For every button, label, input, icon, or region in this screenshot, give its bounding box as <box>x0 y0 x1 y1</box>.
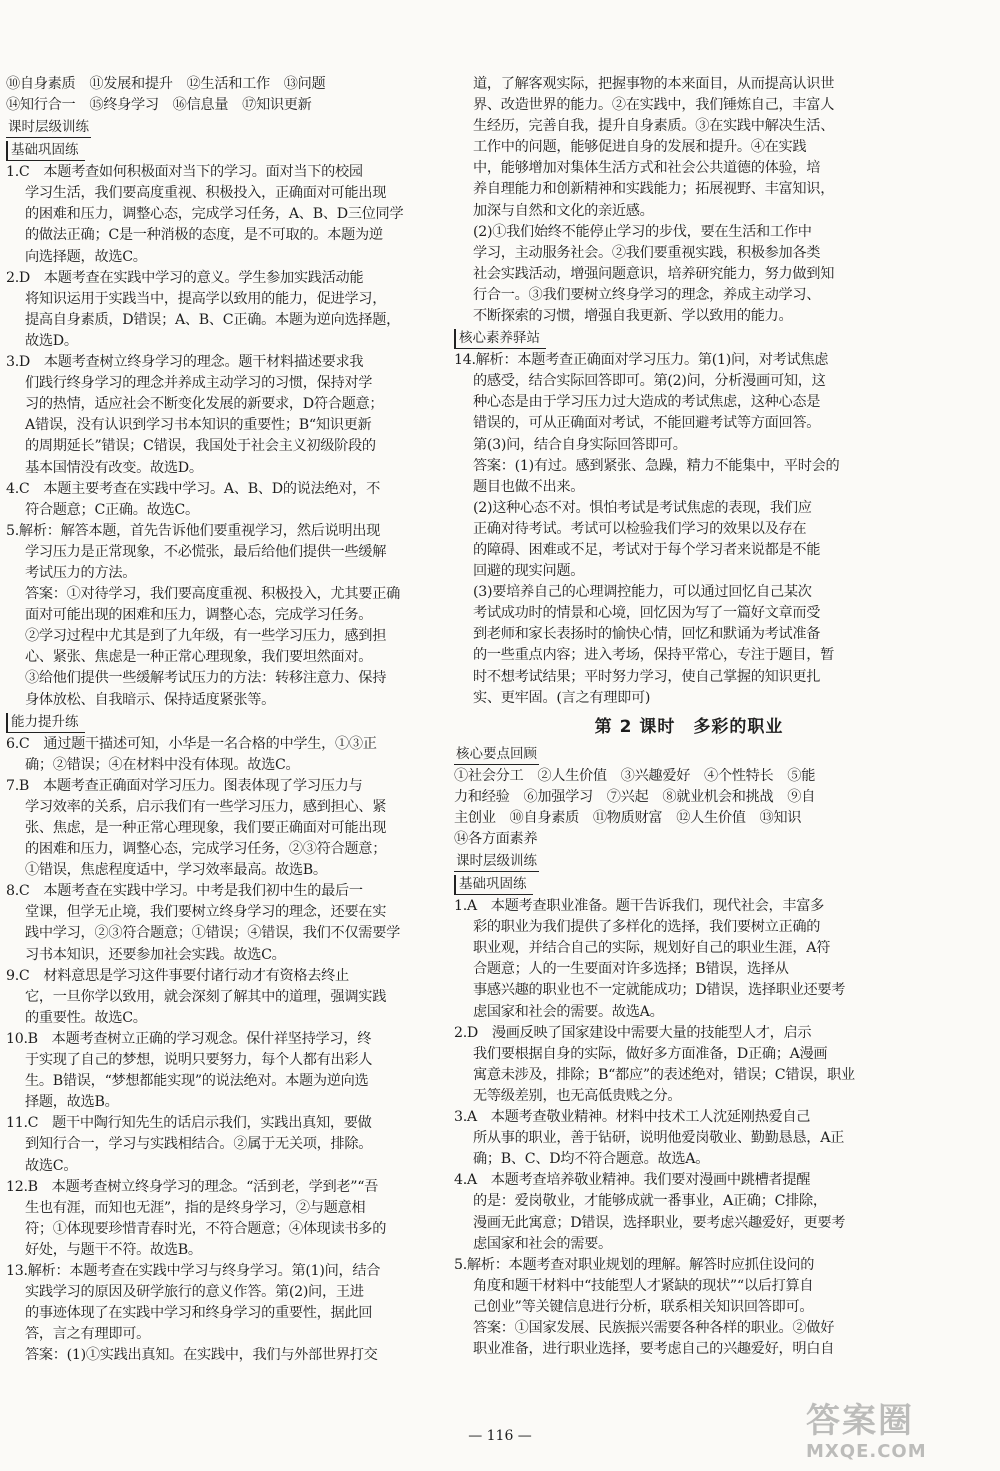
text-line: 职业观，并结合自己的实际，规划好自己的职业生涯，A符 <box>473 940 831 957</box>
text-line: 道，了解客观实际，把握事物的本来面目，从而提高认识世 <box>473 76 835 92</box>
text-line: 身体放松、自我暗示、保持适度紧张等。 <box>25 691 275 708</box>
text-line: 界、改造世界的能力。②在实践中，我们锤炼自己，丰富人 <box>473 97 835 114</box>
text-line: 答，言之有理即可。 <box>25 1326 150 1343</box>
text-line: 堂课，但学无止境，我们要树立终身学习的理念，还要在实 <box>25 904 387 921</box>
text-line: 的周期延长”错误；C错误，我国处于社会主义初级阶段的 <box>25 438 376 455</box>
text-line: 实、更牢固。(言之有理即可) <box>473 689 651 706</box>
text-line: A错误，没有认识到学习书本知识的重要性；B“知识更新 <box>25 417 372 434</box>
text-line: 的感受，结合实际回答即可。第(2)问，分析漫画可知，这 <box>473 373 826 390</box>
text-line: 主创业 ⑩自身素质 ⑪物质财富 ⑫人生价值 ⑬知识 <box>454 809 802 826</box>
text-line: 习书本知识，还要参加社会实践。故选C。 <box>25 946 286 963</box>
text-line: 错误的，可从正确面对考试，不能回避考试等方面回答。 <box>473 415 821 432</box>
section-heading: 课时层级训练 <box>6 118 91 138</box>
text-line: 正确对待考试。考试可以检验我们学习的效果以及存在 <box>473 520 807 537</box>
text-line: 养自理能力和创新精神和实践能力；拓展视野、丰富知识， <box>473 181 835 198</box>
right_column-section-header-row <box>454 327 924 350</box>
text-line: 向选择题，故选C。 <box>25 248 147 265</box>
text-line: 4.C 本题主要考查在实践中学习。A、B、D的说法绝对，不 <box>6 480 381 497</box>
subsection-heading: 核心素养驿站 <box>454 329 546 349</box>
text-line: 社会实践活动，增强问题意识，培养研究能力，努力做到知 <box>473 265 835 282</box>
text-line: 择题，故选B。 <box>25 1094 119 1111</box>
text-line: 所从事的职业，善于钻研，说明他爱岗敬业、勤勤恳恳，A正 <box>473 1130 845 1147</box>
text-line: ⑭知行合一 ⑮终身学习 ⑯信息量 ⑰知识更新 <box>6 97 312 114</box>
text-line: 事感兴趣的职业也不一定就能成功；D错误，选择职业还要考 <box>473 982 846 999</box>
text-line: 的是：爱岗敬业，才能够成就一番事业，A正确；C排除， <box>473 1193 827 1210</box>
text-line: 13.解析：本题考查在实践中学习与终身学习。第(1)问，结合 <box>6 1262 381 1279</box>
text-line: (2)这种心态不对。惧怕考试是考试焦虑的表现，我们应 <box>473 499 812 516</box>
left-column <box>6 74 464 1366</box>
section-heading: 核心要点回顾 <box>454 745 539 765</box>
subsection-heading: 能力提升练 <box>6 713 85 733</box>
page-number: — 116 — <box>468 1428 532 1444</box>
left_column-section-header-row <box>6 116 464 139</box>
text-line: 回避的现实问题。 <box>473 563 585 580</box>
text-line: 它，一旦你学以致用，就会深刻了解其中的道理，强调实践 <box>25 988 387 1005</box>
text-line: 4.A 本题考查培养敬业精神。我们要对漫画中跳槽者提醒 <box>454 1172 811 1189</box>
text-line: ①社会分工 ②人生价值 ③兴趣爱好 ④个性特长 ⑤能 <box>454 767 816 784</box>
right_column-section-header-row <box>454 850 924 873</box>
text-line: ①错误，焦虑程度适中，学习效率最高。故选B。 <box>25 862 327 879</box>
text-line: 角度和题干材料中“技能型人才紧缺的现状”“以后打算自 <box>473 1277 814 1294</box>
text-line: 工作中的问题，能够促进自身的发展和提升。④在实践 <box>473 139 807 156</box>
subsection-heading: 基础巩固练 <box>454 875 533 895</box>
text-line: 3.A 本题考查敬业精神。材料中技术工人沈延刚热爱自己 <box>454 1109 811 1126</box>
text-line: 的做法正确；C是一种消极的态度，是不可取的。本题为逆 <box>25 227 383 244</box>
watermark-url: MXQE.COM <box>806 1441 927 1462</box>
text-line: 符合题意；C正确。故选C。 <box>25 501 199 518</box>
text-line: 的困难和压力，调整心态，完成学习任务，A、B、D三位同学 <box>25 206 404 223</box>
text-line: 基本国情没有改变。故选D。 <box>25 459 203 476</box>
text-line: 故选C。 <box>25 1157 78 1174</box>
text-line: 12.B 本题考查树立终身学习的理念。“活到老，学到老”“吾 <box>6 1178 379 1195</box>
text-line: 的困难和压力，调整心态，完成学习任务，②③符合题意； <box>25 841 387 858</box>
text-line: 生。B错误，“梦想都能实现”的说法绝对。本题为逆向选 <box>25 1073 369 1090</box>
right_column-section-header-row <box>454 873 924 896</box>
text-line: 到老师和家长表扬时的愉快心情，回忆和默诵为考试准备 <box>473 626 821 643</box>
text-line: ③给他们提供一些缓解考试压力的方法：转移注意力、保持 <box>25 670 387 687</box>
text-line: 行合一。③我们要树立终身学习的理念，养成主动学习、 <box>473 286 821 303</box>
text-line: 考试成功时的情景和心境，回忆因为写了一篇好文章而受 <box>473 605 821 622</box>
text-line: 生也有涯，而知也无涯”，指的是终身学习，②与题意相 <box>25 1199 366 1216</box>
text-line: 答案：①国家发展、民族振兴需要各种各样的职业。②做好 <box>473 1319 835 1336</box>
site-watermark <box>806 1401 982 1465</box>
text-line: 心、紧张、焦虑是一种正常心理现象，我们要坦然面对。 <box>25 649 373 666</box>
text-line: 们践行终身学习的理念并养成主动学习的习惯，保持对学 <box>25 375 373 392</box>
text-line: ②学习过程中尤其是到了九年级，有一些学习压力，感到担 <box>25 628 387 645</box>
text-line: 于实现了自己的梦想，说明只要努力，每个人都有出彩人 <box>25 1052 373 1069</box>
text-line: 学习效率的关系，启示我们有一些学习压力，感到担心、紧 <box>25 798 387 815</box>
text-line: ⑭各方面素养 <box>454 831 538 847</box>
text-line: 符；①体现要珍惜青春时光，不符合题意；④体现读书多的 <box>25 1220 387 1237</box>
text-line: 的一些重点内容；进入考场，保持平常心，专注于题目，暂 <box>473 647 835 664</box>
text-line: 故选D。 <box>25 332 78 349</box>
text-line: 时不想考试结果；平时努力学习，使自己掌握的知识更扎 <box>473 668 821 685</box>
text-line: 张、焦虑，是一种正常心理现象，我们要正确面对可能出现 <box>25 820 387 836</box>
text-line: 提高自身素质，D错误；A、B、C正确。本题为逆向选择题， <box>25 311 401 328</box>
text-line: 6.C 通过题干描述可知，小华是一名合格的中学生，①③正 <box>6 735 377 752</box>
text-line: 面对可能出现的困难和压力，调整心态，完成学习任务。 <box>25 607 373 624</box>
text-line: 寓意未涉及，排除；B“都应”的表述绝对，错误；C错误，职业 <box>473 1066 855 1083</box>
text-line: 2.D 漫画反映了国家建设中需要大量的技能型人才，启示 <box>454 1024 812 1041</box>
left_column-section-header-row <box>6 711 464 734</box>
text-line: 生经历，完善自我，提升自身素质。③在实践中解决生活、 <box>473 118 835 135</box>
text-line: 10.B 本题考查树立正确的学习观念。保什祥坚持学习，终 <box>6 1030 372 1047</box>
text-line: 14.解析：本题考查正确面对学习压力。第(1)问，对考试焦虑 <box>454 352 829 369</box>
right_column-section-header-row <box>454 743 924 766</box>
text-line: 不断探索的习惯，增强自我更新、学以致用的能力。 <box>473 308 793 325</box>
text-line: 习的热情，适应社会不断变化发展的新要求，D符合题意； <box>25 396 384 413</box>
text-line: 学习生活，我们要高度重视、积极投入，正确面对可能出现 <box>25 185 387 202</box>
text-line: 2.D 本题考查在实践中学习的意义。学生参加实践活动能 <box>6 269 364 286</box>
text-line: 答案：(1)①实践出真知。在实践中，我们与外部世界打交 <box>25 1347 378 1364</box>
text-line: 第(3)问，结合自身实际回答即可。 <box>473 436 687 453</box>
text-line: 到知行合一，学习与实践相结合。②属于无关项，排除。 <box>25 1136 373 1153</box>
text-line: 无等级差别，也无高低贵贱之分。 <box>473 1087 682 1104</box>
text-line: 7.B 本题考查正确面对学习压力。图表体现了学习压力与 <box>6 777 363 794</box>
text-line: 力和经验 ⑥加强学习 ⑦兴起 ⑧就业机会和挑战 ⑨自 <box>454 788 816 805</box>
text-line: 职业准备，进行职业选择，要考虑自己的兴趣爱好，明白自 <box>473 1341 835 1358</box>
right-column <box>454 74 924 1360</box>
text-line: (2)①我们始终不能停止学习的步伐，要在生活和工作中 <box>473 223 812 240</box>
text-line: 将知识运用于实践当中，提高学以致用的能力，促进学习， <box>25 290 387 307</box>
text-line: 3.D 本题考查树立终身学习的理念。题干材料描述要求我 <box>6 354 364 371</box>
text-line: 己创业”等关键信息进行分析，联系相关知识回答即可。 <box>473 1298 814 1315</box>
text-line: 答案：(1)有过。感到紧张、急躁，精力不能集中，平时会的 <box>473 457 840 474</box>
text-line: 5.解析：本题考查对职业规划的理解。解答时应抓住设问的 <box>454 1256 815 1273</box>
text-line: 9.C 材料意思是学习这件事要付诸行动才有资格去终止 <box>6 967 349 984</box>
text-line: 答案：①对待学习，我们要高度重视、积极投入，尤其要正确 <box>25 586 400 603</box>
text-line: 加深与自然和文化的亲近感。 <box>473 202 654 219</box>
text-line: 漫画无此寓意；D错误，选择职业，要考虑兴趣爱好，更要考 <box>473 1214 846 1231</box>
text-line: 践中学习，②③符合题意；①错误；④错误，我们不仅需要学 <box>25 925 400 942</box>
text-line: 题目也做不出来。 <box>473 478 585 495</box>
text-line: 确；B、C、D均不符合题意。故选A。 <box>473 1151 710 1168</box>
text-line: 的事迹体现了在实践中学习和终身学习的重要性，据此回 <box>25 1305 373 1322</box>
text-line: 1.C 本题考查如何积极面对当下的学习。面对当下的校园 <box>6 164 363 181</box>
text-line: 学习，主动服务社会。②我们要重视实践，积极参加各类 <box>473 244 821 261</box>
section-heading: 课时层级训练 <box>454 852 539 872</box>
text-line: 的重要性。故选C。 <box>25 1009 147 1026</box>
text-line: 虑国家和社会的需要。故选A。 <box>473 1003 664 1020</box>
text-line: ⑩自身素质 ⑪发展和提升 ⑫生活和工作 ⑬问题 <box>6 76 326 92</box>
lesson-title: 第 2 课时 多彩的职业 <box>594 716 784 737</box>
text-line: 中，能够增加对集体生活方式和社会公共道德的体验，培 <box>473 160 821 177</box>
text-line: 11.C 题干中陶行知先生的话启示我们，实践出真知，要做 <box>6 1115 372 1132</box>
text-line: 好处，与题干不符。故选B。 <box>25 1241 202 1258</box>
text-line: 虑国家和社会的需要。 <box>473 1235 612 1252</box>
text-line: 实践学习的原因及研学旅行的意义作答。第(2)问，王进 <box>25 1284 364 1301</box>
text-line: (3)要培养自己的心理调控能力，可以通过回忆自己某次 <box>473 584 812 601</box>
text-line: 彩的职业为我们提供了多样化的选择，我们要树立正确的 <box>473 919 821 936</box>
text-line: 8.C 本题考查在实践中学习。中考是我们初中生的最后一 <box>6 883 363 900</box>
text-line: 5.解析：解答本题，首先告诉他们要重视学习，然后说明出现 <box>6 522 381 539</box>
subsection-heading: 基础巩固练 <box>6 141 85 161</box>
text-line: 学习压力是正常现象，不必慌张，最后给他们提供一些缓解 <box>25 543 387 560</box>
text-line: 我们要根据自身的实际，做好多方面准备，D正确；A漫画 <box>473 1045 828 1062</box>
text-line: 种心态是由于学习压力过大造成的考试焦虑，这种心态是 <box>473 394 821 411</box>
watermark-logo-text: 答案圈 <box>806 1401 914 1441</box>
text-line: 考试压力的方法。 <box>25 564 137 581</box>
left_column-section-header-row <box>6 139 464 162</box>
text-line: 的障碍、困难或不足，考试对于每个学习者来说都是不能 <box>473 541 821 558</box>
text-line: 1.A 本题考查职业准备。题干告诉我们，现代社会，丰富多 <box>454 898 825 915</box>
text-line: 确；②错误；④在材料中没有体现。故选C。 <box>25 756 300 773</box>
text-line: 合题意；人的一生要面对许多选择；B错误，选择从 <box>473 961 789 978</box>
